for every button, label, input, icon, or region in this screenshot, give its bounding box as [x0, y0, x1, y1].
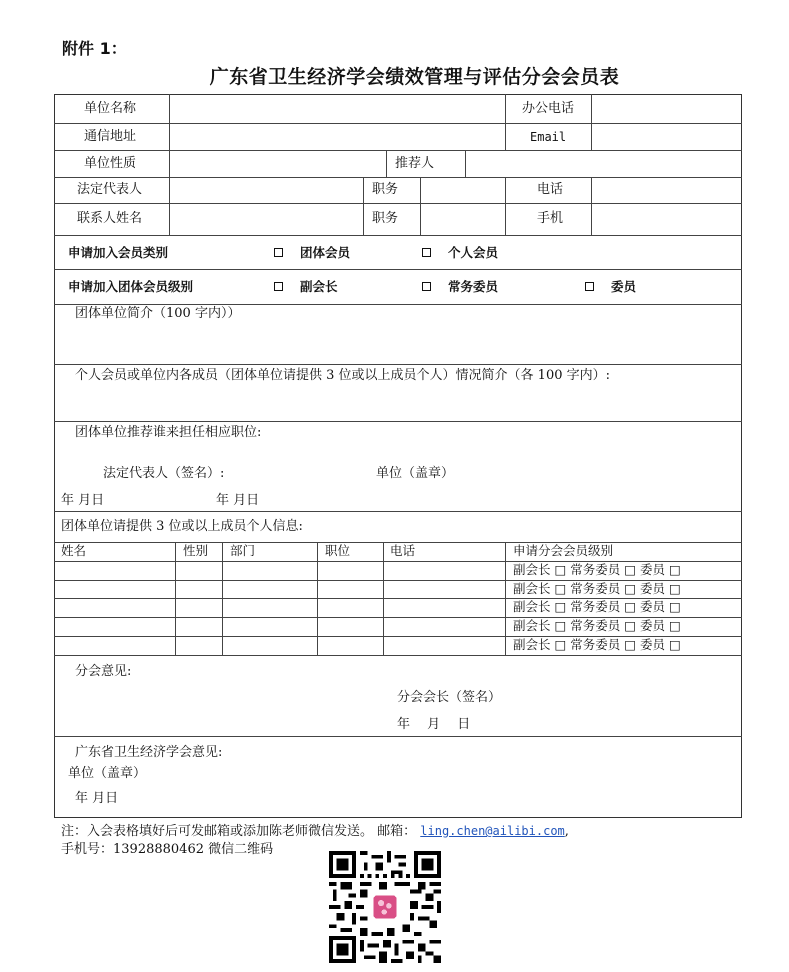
- attachment-label: 附件 1：: [62, 39, 127, 58]
- rule: [591, 94, 592, 150]
- rule: [175, 542, 176, 655]
- rule: [54, 123, 742, 124]
- email-link[interactable]: ling.chen@ailibi.com: [420, 824, 565, 838]
- rule: [169, 94, 170, 235]
- unit-name-label: 单位名称: [84, 101, 137, 116]
- personal-intro-label: 个人会员或单位内各成员（团体单位请提供 3 位或以上成员个人）情况简介（各 100 字内）:: [75, 368, 610, 383]
- rule: [420, 177, 421, 235]
- committee-member-checkbox[interactable]: [585, 282, 594, 291]
- mobile-label: 手机: [537, 211, 564, 226]
- member-type-label: 申请加入会员类别: [68, 245, 169, 260]
- members-info-label: 团体单位请提供 3 位或以上成员个人信息:: [61, 519, 303, 534]
- address-label: 通信地址: [84, 129, 137, 144]
- committee-member-option: 委员: [611, 279, 637, 294]
- office-phone-label: 办公电话: [522, 101, 575, 116]
- branch-date: 年 月 日: [397, 717, 471, 732]
- rule: [54, 177, 742, 178]
- footer-comma: ,: [564, 824, 569, 839]
- wechat-qr-code: [329, 851, 441, 963]
- group-intro-label: 团体单位简介（100 字内））: [75, 306, 241, 321]
- standing-member-checkbox[interactable]: [422, 282, 431, 291]
- rule: [222, 542, 223, 655]
- rule: [54, 655, 742, 656]
- rule: [54, 150, 742, 151]
- row-level-options[interactable]: 副会长 □ 常务委员 □ 委员 □: [513, 562, 681, 577]
- date-middle: 年 月日: [216, 493, 260, 508]
- col-position: 职位: [325, 543, 351, 558]
- group-member-option: 团体会员: [300, 245, 351, 260]
- rule: [54, 235, 742, 236]
- recommender-label: 推荐人: [395, 156, 435, 171]
- row-level-options[interactable]: 副会长 □ 常务委员 □ 委员 □: [513, 618, 681, 633]
- recommend-title: 团体单位推荐谁来担任相应职位:: [75, 425, 262, 440]
- unit-nature-label: 单位性质: [84, 156, 137, 171]
- rule: [317, 542, 318, 655]
- rule: [54, 304, 742, 305]
- row-level-options[interactable]: 副会长 □ 常务委员 □ 委员 □: [513, 599, 681, 614]
- branch-president-signature: 分会会长（签名）: [397, 690, 502, 705]
- standing-member-option: 常务委员: [448, 279, 499, 294]
- position-label: 职务: [372, 182, 399, 197]
- row-level-options[interactable]: 副会长 □ 常务委员 □ 委员 □: [513, 581, 681, 596]
- rule: [505, 542, 506, 655]
- rule: [505, 94, 506, 150]
- col-name: 姓名: [61, 543, 87, 558]
- society-opinion-label: 广东省卫生经济学会意见:: [75, 745, 223, 760]
- rule: [54, 364, 742, 365]
- rule: [591, 177, 592, 235]
- footer-note-text: 注：入会表格填好后可发邮箱或添加陈老师微信发送。 邮箱：: [61, 824, 417, 839]
- phone-label: 电话: [537, 182, 564, 197]
- legal-rep-signature: 法定代表人（签名）:: [103, 466, 225, 481]
- vice-president-checkbox[interactable]: [274, 282, 283, 291]
- footer-phone: 手机号：13928880462 微信二维码: [61, 842, 274, 857]
- date-left: 年 月日: [61, 493, 105, 508]
- unit-seal: 单位（盖章）: [376, 466, 455, 481]
- society-date: 年 月日: [75, 791, 119, 806]
- vice-president-option: 副会长: [300, 279, 338, 294]
- rule: [386, 150, 387, 177]
- group-member-checkbox[interactable]: [274, 248, 283, 257]
- rule: [505, 177, 506, 235]
- position-label-2: 职务: [372, 211, 399, 226]
- branch-opinion-label: 分会意见:: [75, 664, 132, 679]
- col-gender: 性别: [183, 543, 209, 558]
- col-department: 部门: [230, 543, 256, 558]
- personal-member-option: 个人会员: [448, 245, 499, 260]
- group-level-label: 申请加入团体会员级别: [68, 279, 194, 294]
- row-level-options[interactable]: 副会长 □ 常务委员 □ 委员 □: [513, 637, 681, 652]
- society-seal: 单位（盖章）: [68, 766, 147, 781]
- rule: [54, 736, 742, 737]
- footer-note: [61, 820, 569, 839]
- rule: [363, 177, 364, 235]
- personal-member-checkbox[interactable]: [422, 248, 431, 257]
- rule: [54, 203, 742, 204]
- col-level: 申请分会会员级别: [513, 543, 614, 558]
- rule: [54, 421, 742, 422]
- legal-rep-label: 法定代表人: [77, 182, 143, 197]
- rule: [383, 542, 384, 655]
- col-phone: 电话: [390, 543, 416, 558]
- page-title: 广东省卫生经济学会绩效管理与评估分会会员表: [209, 66, 620, 88]
- email-label: Email: [530, 130, 567, 144]
- rule: [54, 269, 742, 270]
- rule: [465, 150, 466, 177]
- contact-name-label: 联系人姓名: [77, 211, 143, 226]
- rule: [54, 511, 742, 512]
